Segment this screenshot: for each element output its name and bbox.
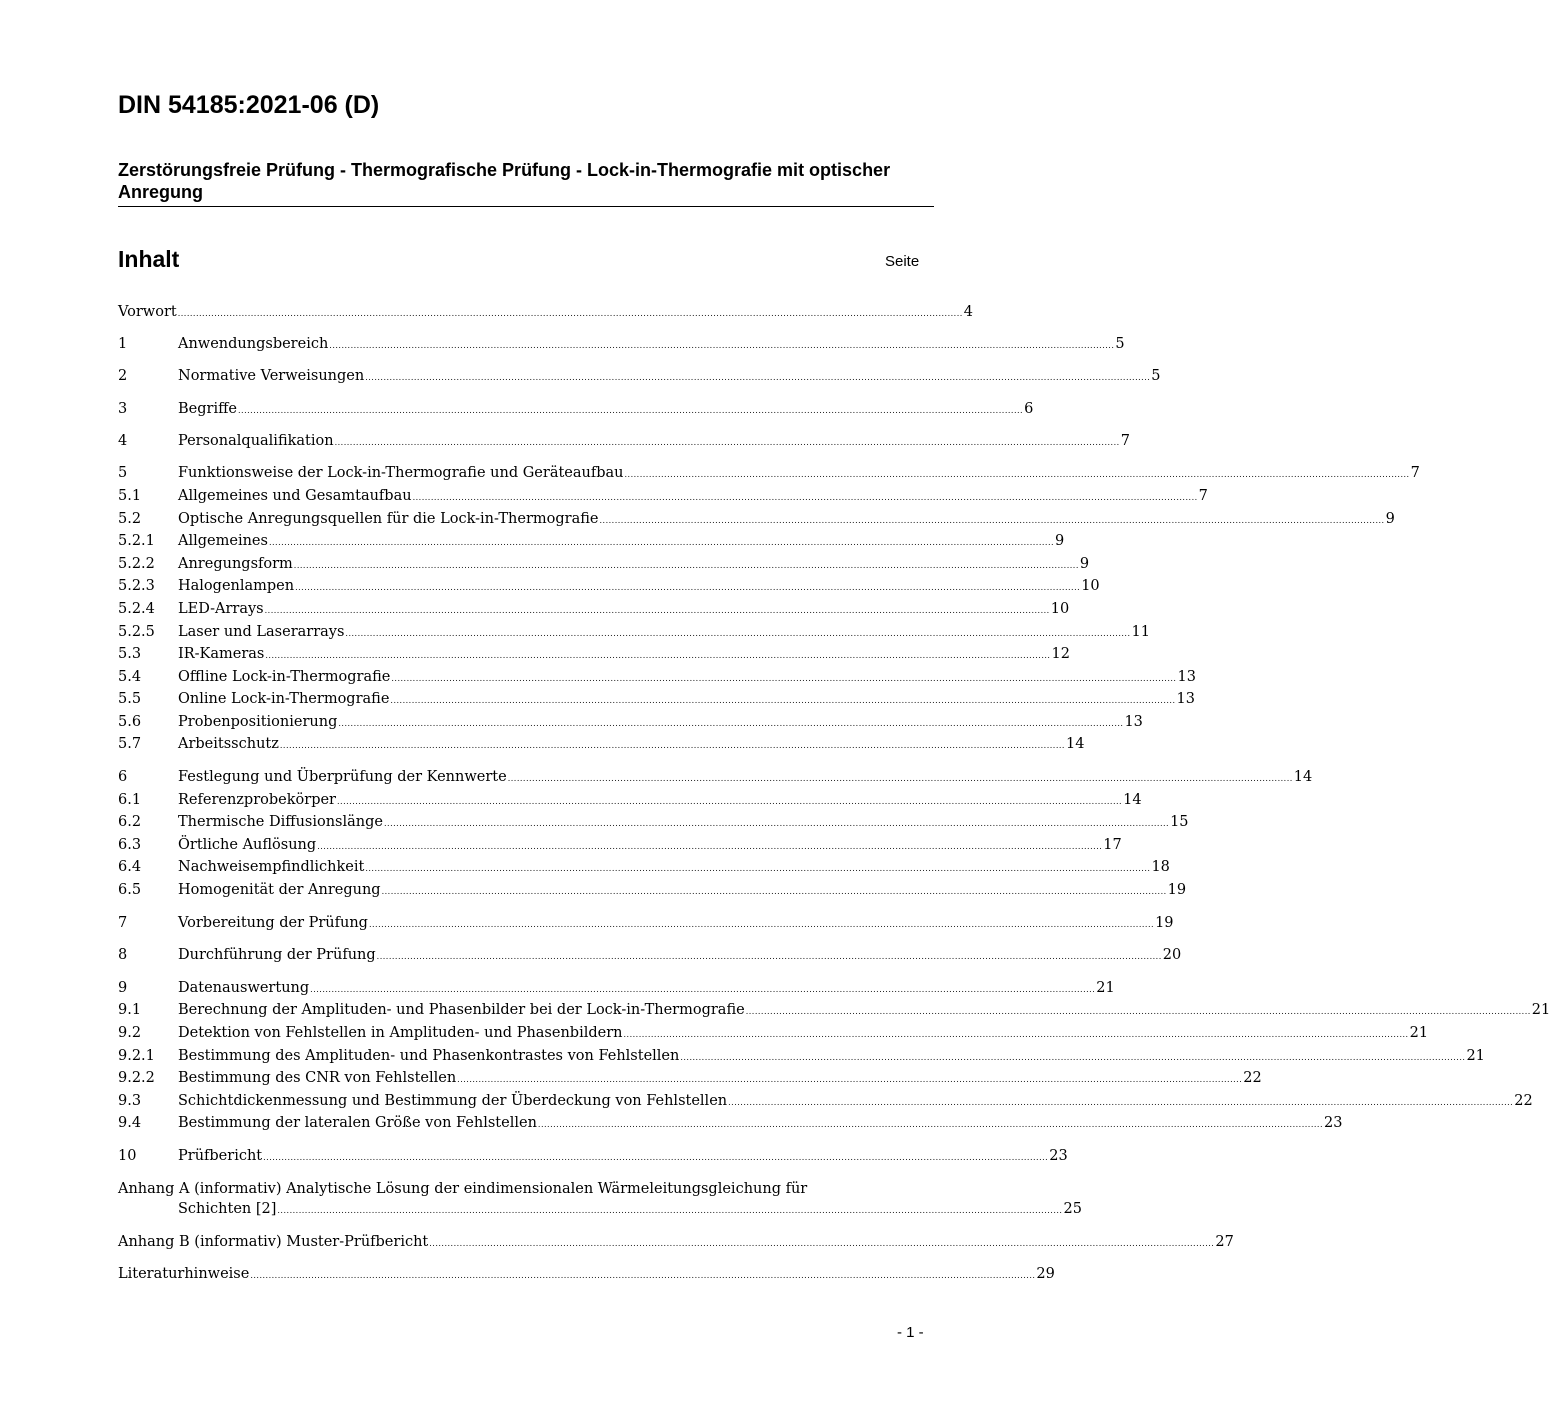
toc-leader-dots: .................................................................................................................................................................................................................................................................. [345, 628, 1131, 638]
toc-leader-dots: .................................................................................................................................................................................................................................................................. [537, 1120, 1323, 1130]
toc-entry-page: 10 [1050, 600, 1070, 617]
toc-entry-page: 21 [1531, 1002, 1550, 1019]
toc-entry-title: Homogenität der Anregung [178, 882, 381, 899]
toc-leader-dots: .................................................................................................................................................................................................................................................................. [317, 841, 1103, 851]
toc-entry[interactable] [118, 509, 1395, 532]
toc-entry-number: 5.5 [118, 691, 142, 708]
toc-entry-title: Referenzprobekörper [178, 791, 336, 808]
toc-entry-anhang-a[interactable] [118, 1179, 1082, 1222]
toc-entry-title: Vorbereitung der Prüfung [178, 914, 368, 931]
toc-entry[interactable] [118, 431, 1130, 454]
toc-entry-title: Normative Verweisungen [178, 368, 365, 385]
toc-entry-page: 21 [1466, 1047, 1485, 1064]
toc-entry[interactable] [118, 1000, 1550, 1023]
document-id: DIN 54185:2021-06 (D) [118, 91, 380, 119]
toc-entry-title: Thermische Diffusionslänge [178, 814, 383, 831]
toc-leader-dots: .................................................................................................................................................................................................................................................................. [457, 1075, 1243, 1085]
toc-entry[interactable] [118, 531, 1065, 554]
toc-entry-title: Berechnung der Amplituden- und Phasenbilder bei der Lock-in-Thermografie [178, 1002, 745, 1019]
toc-leader-dots: .................................................................................................................................................................................................................................................................. [295, 583, 1081, 593]
toc-entry[interactable] [118, 734, 1085, 757]
toc-entry-number: 6.2 [118, 814, 142, 831]
toc-entry-title: Anhang A (informativ) Analytische Lösung der eindimensionalen Wärmeleitungsgleichung für [118, 1180, 808, 1197]
toc-entry-page: 23 [1049, 1147, 1068, 1164]
toc-entry-title: Personalqualifikation [178, 432, 334, 449]
toc-leader-dots: .................................................................................................................................................................................................................................................................. [237, 405, 1024, 415]
toc-entry[interactable] [118, 689, 1195, 712]
toc-leader-dots: .................................................................................................................................................................................................................................................................. [383, 819, 1170, 829]
toc-entry-title: Bestimmung des Amplituden- und Phasenkontrastes von Fehlstellen [178, 1047, 680, 1064]
toc-leader-dots: .................................................................................................................................................................................................................................................................. [680, 1052, 1466, 1062]
toc-entry[interactable] [118, 945, 1182, 968]
toc-entry[interactable] [118, 463, 1420, 486]
toc-leader-dots: .................................................................................................................................................................................................................................................................. [263, 1152, 1049, 1162]
toc-entry-number: 5.2.2 [118, 555, 155, 572]
toc-entry-number: 5.7 [118, 736, 142, 753]
page-number: - 1 - [897, 1324, 924, 1341]
toc-entry-page: 29 [1036, 1266, 1055, 1283]
toc-entry-page: 10 [1081, 578, 1100, 595]
toc-entry-number: 5.4 [118, 668, 142, 685]
toc-entry-title: Durchführung der Prüfung [178, 947, 376, 964]
toc-entry-title: Schichten [2] [178, 1201, 277, 1218]
toc-entry[interactable] [118, 978, 1115, 1001]
toc-entry-page: 21 [1096, 979, 1115, 996]
toc-leader-dots: .................................................................................................................................................................................................................................................................. [329, 341, 1115, 351]
toc-entry[interactable] [118, 790, 1142, 813]
toc-entry-number: 9.4 [118, 1115, 142, 1132]
toc-entry-title: Allgemeines und Gesamtaufbau [178, 487, 412, 504]
toc-entry-page: 13 [1177, 668, 1196, 685]
toc-entry-number: 9 [118, 979, 128, 996]
toc-entry-page: 22 [1514, 1092, 1533, 1109]
toc-entry-number: 5.1 [118, 487, 142, 504]
toc-entry-page: 5 [1115, 336, 1125, 353]
toc-entry-number: 2 [118, 368, 128, 385]
toc-leader-dots: .................................................................................................................................................................................................................................................................. [337, 796, 1123, 806]
toc-entry-page: 13 [1176, 691, 1195, 708]
toc-entry-page: 7 [1410, 465, 1420, 482]
toc-entry-title: Vorwort [118, 304, 177, 320]
toc-entry-title: Probenpositionierung [178, 713, 338, 730]
toc-entry-number: 7 [118, 914, 128, 931]
toc-page-label: Seite [885, 253, 920, 270]
toc-entry-title: Arbeitsschutz [178, 736, 279, 753]
toc-leader-dots: .................................................................................................................................................................................................................................................................. [391, 673, 1177, 683]
toc-entry-title: Halogenlampen [178, 578, 295, 595]
toc-leader-dots: .................................................................................................................................................................................................................................................................. [381, 887, 1167, 897]
toc-leader-dots: .................................................................................................................................................................................................................................................................. [277, 1206, 1063, 1216]
toc-leader-dots: .................................................................................................................................................................................................................................................................. [365, 373, 1151, 383]
toc-entry-title: Detektion von Fehlstellen in Amplituden- und Phasenbildern [178, 1025, 623, 1041]
toc-entry-number: 9.1 [118, 1002, 142, 1019]
toc-entry-number: 5.2.5 [118, 623, 155, 640]
toc-leader-dots: .................................................................................................................................................................................................................................................................. [365, 864, 1151, 874]
toc-entry-title: Online Lock-in-Thermografie [178, 691, 390, 708]
toc-entry-number: 9.2.2 [118, 1070, 155, 1087]
toc-entry[interactable] [118, 644, 1070, 667]
toc-entry-title: Schichtdickenmessung und Bestimmung der Überdeckung von Fehlstellen [178, 1092, 728, 1109]
toc-entry-continuation [118, 1199, 1082, 1222]
toc-entry-page: 9 [1055, 533, 1065, 550]
toc-entry-page: 4 [963, 304, 974, 320]
toc-leader-dots: .................................................................................................................................................................................................................................................................. [310, 984, 1096, 994]
toc-entry[interactable] [118, 1146, 1068, 1169]
toc-entry-title: Begriffe [178, 400, 237, 417]
toc-entry[interactable] [118, 302, 974, 325]
toc-entry-page: 15 [1170, 814, 1189, 831]
toc-entry-number: 6.1 [118, 791, 142, 808]
toc-entry-title: Örtliche Auflösung [178, 836, 317, 853]
toc-leader-dots: .................................................................................................................................................................................................................................................................. [265, 651, 1051, 661]
toc-leader-dots: .................................................................................................................................................................................................................................................................. [728, 1097, 1514, 1107]
toc-entry-page: 5 [1151, 368, 1161, 385]
toc-entry-number: 5 [118, 465, 128, 482]
toc-entry-page: 18 [1151, 859, 1170, 876]
toc-leader-dots: .................................................................................................................................................................................................................................................................. [624, 470, 1410, 480]
toc-entry-number: 8 [118, 947, 128, 964]
toc-entry-page: 27 [1215, 1233, 1234, 1250]
toc-entry-title: Nachweisempfindlichkeit [178, 859, 365, 876]
toc-entry-page: 23 [1324, 1115, 1343, 1132]
toc-entry-number: 5.2.3 [118, 578, 155, 595]
toc-entry[interactable] [118, 835, 1122, 858]
toc-entry[interactable] [118, 913, 1174, 936]
document-subtitle: Zerstörungsfreie Prüfung - Thermografische Prüfung - Lock-in-Thermografie mit optischer Anregung [118, 160, 891, 202]
toc-entry-number: 9.2 [118, 1025, 142, 1041]
toc-entry-title: Anwendungsbereich [178, 336, 329, 353]
toc-entry[interactable] [118, 554, 1090, 577]
toc-entry-page: 13 [1124, 713, 1143, 730]
toc-entry-number: 6.3 [118, 836, 142, 853]
toc-entry[interactable] [118, 712, 1143, 735]
toc-entry[interactable] [118, 857, 1170, 880]
toc-entry-page: 20 [1162, 947, 1182, 964]
toc-entry-title: Funktionsweise der Lock-in-Thermografie und Geräteaufbau [178, 465, 624, 482]
toc-leader-dots: .................................................................................................................................................................................................................................................................. [279, 741, 1065, 751]
toc-entry-title: LED-Arrays [178, 600, 264, 617]
toc-entry-number: 9.3 [118, 1092, 142, 1109]
toc-entry[interactable] [118, 599, 1070, 622]
toc-entry-number: 1 [118, 336, 128, 353]
toc-entry-title: Anhang B (informativ) Muster-Prüfbericht [118, 1233, 429, 1250]
toc-entry[interactable] [118, 767, 1313, 790]
toc-entry[interactable] [118, 576, 1100, 599]
toc-entry-number: 5.6 [118, 713, 142, 730]
toc-entry-page: 11 [1131, 623, 1150, 640]
toc-entry-title: Bestimmung der lateralen Größe von Fehlstellen [178, 1115, 537, 1132]
toc-entry[interactable] [118, 1068, 1262, 1091]
toc-entry-number: 6.5 [118, 882, 142, 899]
toc-entry[interactable] [118, 334, 1125, 357]
toc-heading: Inhalt [118, 246, 180, 272]
toc-leader-dots: .................................................................................................................................................................................................................................................................. [268, 538, 1055, 548]
toc-entry[interactable] [118, 1046, 1485, 1069]
toc-entry-page: 17 [1103, 836, 1122, 853]
toc-entry-page: 14 [1123, 791, 1142, 808]
toc-entry-number: 5.3 [118, 646, 142, 663]
toc-entry[interactable] [118, 812, 1189, 835]
toc-entry-number: 4 [118, 432, 128, 449]
toc-leader-dots: .................................................................................................................................................................................................................................................................. [623, 1030, 1409, 1039]
toc-entry-title: Allgemeines [178, 533, 268, 550]
toc-entry[interactable] [118, 1113, 1343, 1136]
toc-entry-title: Literaturhinweise [118, 1266, 250, 1283]
toc-entry-page: 25 [1063, 1201, 1082, 1218]
toc-entry-page: 7 [1198, 487, 1208, 504]
toc-entry-page: 7 [1120, 432, 1130, 449]
toc-entry-number: 5.2.1 [118, 533, 155, 550]
toc-leader-dots: .................................................................................................................................................................................................................................................................. [599, 515, 1385, 525]
toc-leader-dots: .................................................................................................................................................................................................................................................................. [376, 952, 1162, 962]
table-of-contents [118, 302, 1550, 1287]
toc-leader-dots: .................................................................................................................................................................................................................................................................. [264, 605, 1050, 615]
toc-entry-literatur[interactable] [118, 1264, 1055, 1287]
toc-leader-dots: .................................................................................................................................................................................................................................................................. [334, 437, 1120, 447]
toc-entry-number: 3 [118, 400, 128, 417]
toc-entry-number: 5.2 [118, 510, 142, 527]
toc-leader-dots: .................................................................................................................................................................................................................................................................. [429, 1238, 1215, 1248]
toc-entry-page: 12 [1051, 646, 1070, 663]
toc-entry[interactable] [118, 880, 1187, 903]
title-divider [118, 206, 934, 207]
toc-leader-dots: .................................................................................................................................................................................................................................................................. [250, 1271, 1036, 1281]
toc-entry-page: 6 [1024, 400, 1034, 417]
toc-leader-dots: .................................................................................................................................................................................................................................................................. [390, 696, 1176, 706]
toc-entry-anhang-b[interactable] [118, 1232, 1234, 1255]
toc-leader-dots: .................................................................................................................................................................................................................................................................. [368, 919, 1155, 929]
toc-entry-page: 14 [1293, 769, 1313, 786]
toc-entry-title: Optische Anregungsquellen für die Lock-in-Thermografie [178, 510, 599, 527]
toc-entry-page: 9 [1385, 510, 1395, 527]
toc-entry-page: 22 [1243, 1070, 1262, 1087]
toc-entry-title: Prüfbericht [178, 1147, 263, 1164]
toc-entry-title: Bestimmung des CNR von Fehlstellen [178, 1070, 457, 1087]
toc-entry[interactable] [118, 399, 1034, 422]
toc-leader-dots: .................................................................................................................................................................................................................................................................. [293, 560, 1079, 570]
toc-entry-title: Offline Lock-in-Thermografie [178, 668, 391, 685]
toc-entry-page: 9 [1079, 555, 1090, 572]
toc-leader-dots: .................................................................................................................................................................................................................................................................. [177, 309, 963, 318]
toc-entry[interactable] [118, 667, 1196, 690]
toc-entry-number: 6 [118, 769, 128, 786]
toc-entry-page: 14 [1065, 736, 1085, 753]
toc-entry[interactable] [118, 1023, 1429, 1046]
toc-leader-dots: .................................................................................................................................................................................................................................................................. [507, 774, 1293, 784]
toc-entry-page: 19 [1167, 882, 1187, 899]
toc-entry-title: Laser und Laserarrays [178, 623, 345, 640]
toc-entry-page: 21 [1409, 1025, 1429, 1041]
toc-entry-title: Anregungsform [178, 555, 293, 572]
toc-leader-dots: .................................................................................................................................................................................................................................................................. [745, 1007, 1531, 1017]
toc-entry-page: 19 [1155, 914, 1174, 931]
toc-leader-dots: .................................................................................................................................................................................................................................................................. [412, 492, 1198, 502]
toc-entry-number: 10 [118, 1147, 137, 1164]
toc-entry-number: 5.2.4 [118, 600, 155, 617]
toc-entry[interactable] [118, 1091, 1533, 1114]
toc-entry[interactable] [118, 622, 1150, 645]
toc-entry-number: 9.2.1 [118, 1047, 155, 1064]
toc-entry-title: Datenauswertung [178, 979, 310, 996]
toc-entry-title: Festlegung und Überprüfung der Kennwerte [178, 769, 507, 786]
toc-entry[interactable] [118, 486, 1208, 509]
toc-entry[interactable] [118, 366, 1161, 389]
toc-leader-dots: .................................................................................................................................................................................................................................................................. [338, 718, 1124, 728]
toc-entry-number: 6.4 [118, 859, 142, 876]
toc-entry-title: IR-Kameras [178, 646, 265, 663]
